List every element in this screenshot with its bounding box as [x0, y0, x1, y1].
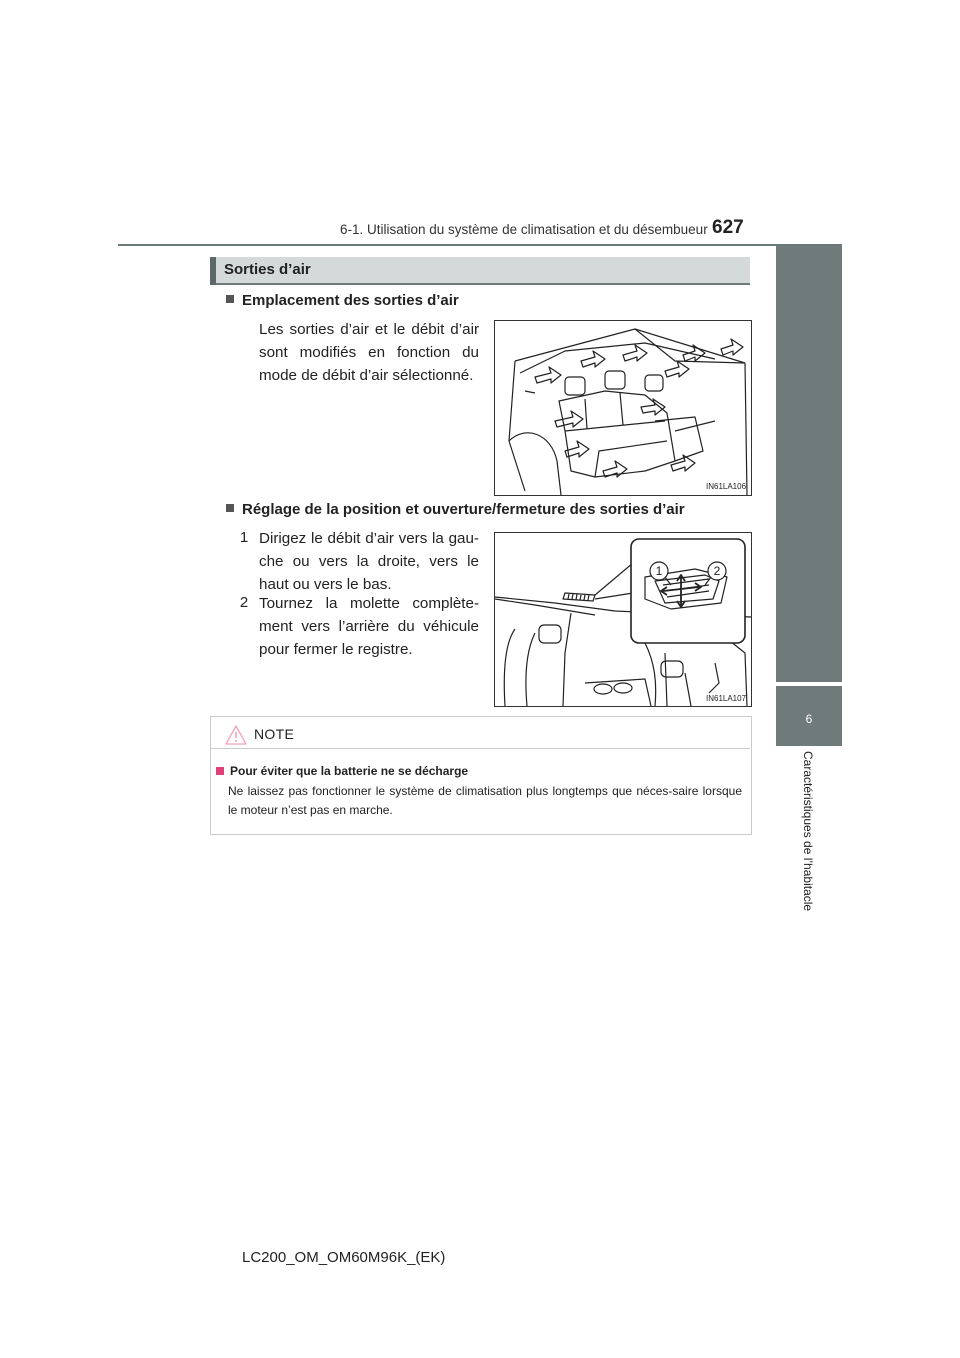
callout-number: 1	[655, 564, 663, 578]
note-heading: Pour éviter que la batterie ne se décharge	[216, 764, 468, 778]
square-bullet-icon	[226, 504, 234, 512]
figure-air-outlet-adjustment	[494, 532, 752, 707]
cabin-illustration	[495, 321, 751, 495]
callout-number: 2	[713, 564, 721, 578]
figure-air-outlets-cabin	[494, 320, 752, 496]
chapter-number: 6	[805, 712, 813, 726]
header-rule	[118, 244, 842, 246]
chapter-side-tab	[776, 246, 842, 746]
running-header: 6-1. Utilisation du système de climatisation et du désembueur	[340, 222, 708, 237]
outlet-illustration	[495, 533, 751, 706]
square-bullet-icon	[216, 767, 224, 775]
step-text: Dirigez le débit d’air vers la gau-che ou vers la droite, vers le haut ou vers le bas.	[259, 530, 479, 593]
note-text: Ne laissez pas fonctionner le système de climatisation plus longtemps que néces-saire lorsque le moteur n’est pas en marche.	[228, 784, 742, 817]
figure-code: IN61LA107	[706, 694, 747, 703]
step-text: Tournez la molette complète-ment vers l’arrière du véhicule pour fermer le registre.	[259, 595, 479, 658]
section-title: Sorties d’air	[224, 261, 311, 278]
footer-document-code: LC200_OM_OM60M96K_(EK)	[242, 1249, 446, 1266]
subheading-air-outlet-location: Emplacement des sorties d’air	[226, 292, 459, 309]
section-header-bar	[210, 257, 216, 285]
figure-code: IN61LA106	[706, 482, 747, 491]
subheading-air-outlet-adjustment: Réglage de la position et ouverture/fermeture des sorties d’air	[226, 501, 685, 518]
page-number: 627	[712, 217, 744, 238]
note-header-rule	[211, 748, 750, 749]
square-bullet-icon	[226, 295, 234, 303]
step-number: 2	[239, 594, 249, 611]
note-label: NOTE	[254, 726, 295, 742]
warning-triangle-icon	[224, 724, 248, 746]
air-outlet-description: Les sorties d’air et le débit d’air sont modifiés en fonction du mode de débit d’air sélectionné.	[259, 321, 479, 384]
step-number: 1	[239, 529, 249, 546]
side-tab-separator	[776, 682, 842, 686]
chapter-title: Caractéristiques de l’habitacle	[801, 751, 815, 912]
